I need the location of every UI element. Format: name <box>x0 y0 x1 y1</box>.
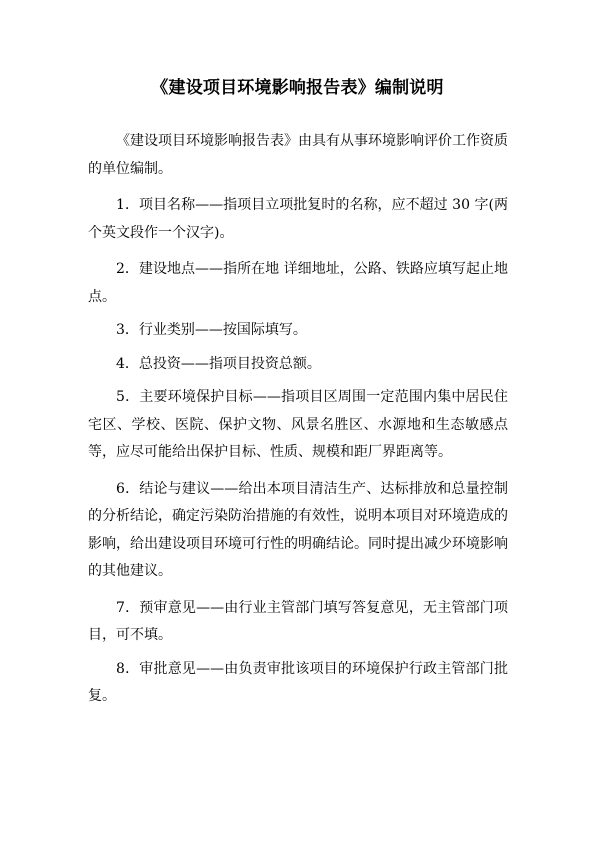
item-approval-opinion: 8．审批意见——由负责审批该项目的环境保护行政主管部门批复。 <box>88 660 508 704</box>
item-preliminary-review: 7．预审意见——由行业主管部门填写答复意见，无主管部门项目，可不填。 <box>88 599 508 643</box>
item-industry-category: 3．行业类别——按国际填写。 <box>116 322 307 338</box>
item-total-investment: 4．总投资——指项目投资总额。 <box>116 355 321 372</box>
item-protection-targets: 5．主要环境保护目标——指项目区周围一定范围内集中居民住宅区、学校、医院、保护文物、风景名胜区、水源地和生态敏感点等，应尽可能给出保护目标、性质、规模和距厂界距离等。 <box>88 389 508 460</box>
item-construction-site: 2．建设地点——指所在地 详细地址，公路、铁路应填写起止地点。 <box>88 261 508 305</box>
item-conclusions: 6．结论与建议——给出本项目清洁生产、达标排放和总量控制的分析结论，确定污染防治措施的有效性，说明本项目对环境造成的影响，给出建设项目环境可行性的明确结论。同时提出减少环境影响的其他建议。 <box>88 480 508 579</box>
intro-paragraph: 《建设项目环境影响报告表》由具有从事环境影响评价工作资质的单位编制。 <box>88 133 508 177</box>
document-title: 《建设项目环境影响报告表》编制说明 <box>151 78 444 98</box>
item-project-name: 1．项目名称——指项目立项批复时的名称，应不超过 30 字(两个英文段作一个汉字)。 <box>88 197 508 241</box>
document-body <box>88 128 508 711</box>
